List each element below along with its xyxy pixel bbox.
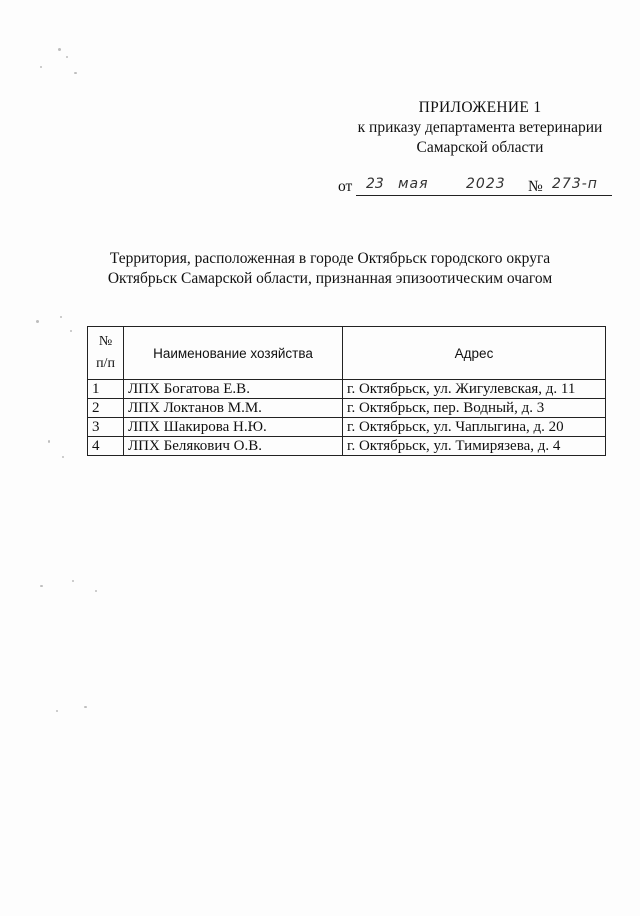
scan-speck bbox=[40, 66, 42, 68]
row-address: г. Октябрьск, ул. Тимирязева, д. 4 bbox=[343, 437, 606, 456]
scan-speck bbox=[62, 456, 64, 458]
appendix-region: Самарской области bbox=[416, 139, 544, 156]
scan-speck bbox=[74, 72, 77, 74]
scan-speck bbox=[95, 590, 97, 592]
row-number: 4 bbox=[88, 437, 124, 456]
row-address: г. Октябрьск, пер. Водный, д. 3 bbox=[343, 399, 606, 418]
scan-speck bbox=[84, 706, 87, 708]
header-address: Адрес bbox=[343, 327, 606, 380]
row-farm-name: ЛПХ Шакирова Н.Ю. bbox=[124, 418, 343, 437]
row-address: г. Октябрьск, ул. Жигулевская, д. 11 bbox=[343, 380, 606, 399]
scan-speck bbox=[56, 710, 58, 712]
row-number: 1 bbox=[88, 380, 124, 399]
order-date-field bbox=[356, 176, 556, 196]
order-date-year: 2023 bbox=[466, 176, 506, 192]
appendix-title: ПРИЛОЖЕНИЕ 1 bbox=[418, 99, 542, 116]
table-row bbox=[88, 418, 606, 437]
table-row bbox=[88, 380, 606, 399]
order-number-field: 273-п bbox=[548, 176, 612, 196]
scan-speck bbox=[40, 585, 43, 587]
row-address: г. Октябрьск, ул. Чаплыгина, д. 20 bbox=[343, 418, 606, 437]
scan-speck bbox=[48, 440, 50, 443]
header-number bbox=[88, 327, 124, 380]
table-row bbox=[88, 437, 606, 456]
header-number-top: № bbox=[98, 334, 113, 349]
scan-speck bbox=[72, 580, 74, 582]
header-farm-name: Наименование хозяйства bbox=[124, 327, 343, 380]
row-number: 3 bbox=[88, 418, 124, 437]
document-heading-line1: Территория, расположенная в городе Октябрьск городского округа bbox=[109, 250, 551, 267]
header-number-bottom: п/п bbox=[96, 356, 115, 371]
order-date-day: 23 bbox=[366, 176, 384, 192]
scan-speck bbox=[36, 320, 39, 323]
order-from-label: от bbox=[338, 178, 353, 195]
farms-table bbox=[87, 326, 606, 456]
scan-speck bbox=[60, 316, 62, 318]
row-farm-name: ЛПХ Белякович О.В. bbox=[124, 437, 343, 456]
table-row bbox=[88, 399, 606, 418]
row-farm-name: ЛПХ Локтанов М.М. bbox=[124, 399, 343, 418]
document-heading-line2: Октябрьск Самарской области, признанная эпизоотическим очагом bbox=[107, 270, 553, 287]
scan-speck bbox=[58, 48, 61, 51]
table-header-row bbox=[88, 327, 606, 380]
order-date-number-line bbox=[338, 176, 618, 198]
order-number-label: № bbox=[528, 178, 543, 195]
row-farm-name: ЛПХ Богатова Е.В. bbox=[124, 380, 343, 399]
scan-speck bbox=[66, 56, 68, 58]
row-number: 2 bbox=[88, 399, 124, 418]
scan-speck bbox=[70, 330, 72, 332]
order-date-month: мая bbox=[398, 176, 429, 192]
appendix-subtitle: к приказу департамента ветеринарии bbox=[357, 119, 603, 136]
